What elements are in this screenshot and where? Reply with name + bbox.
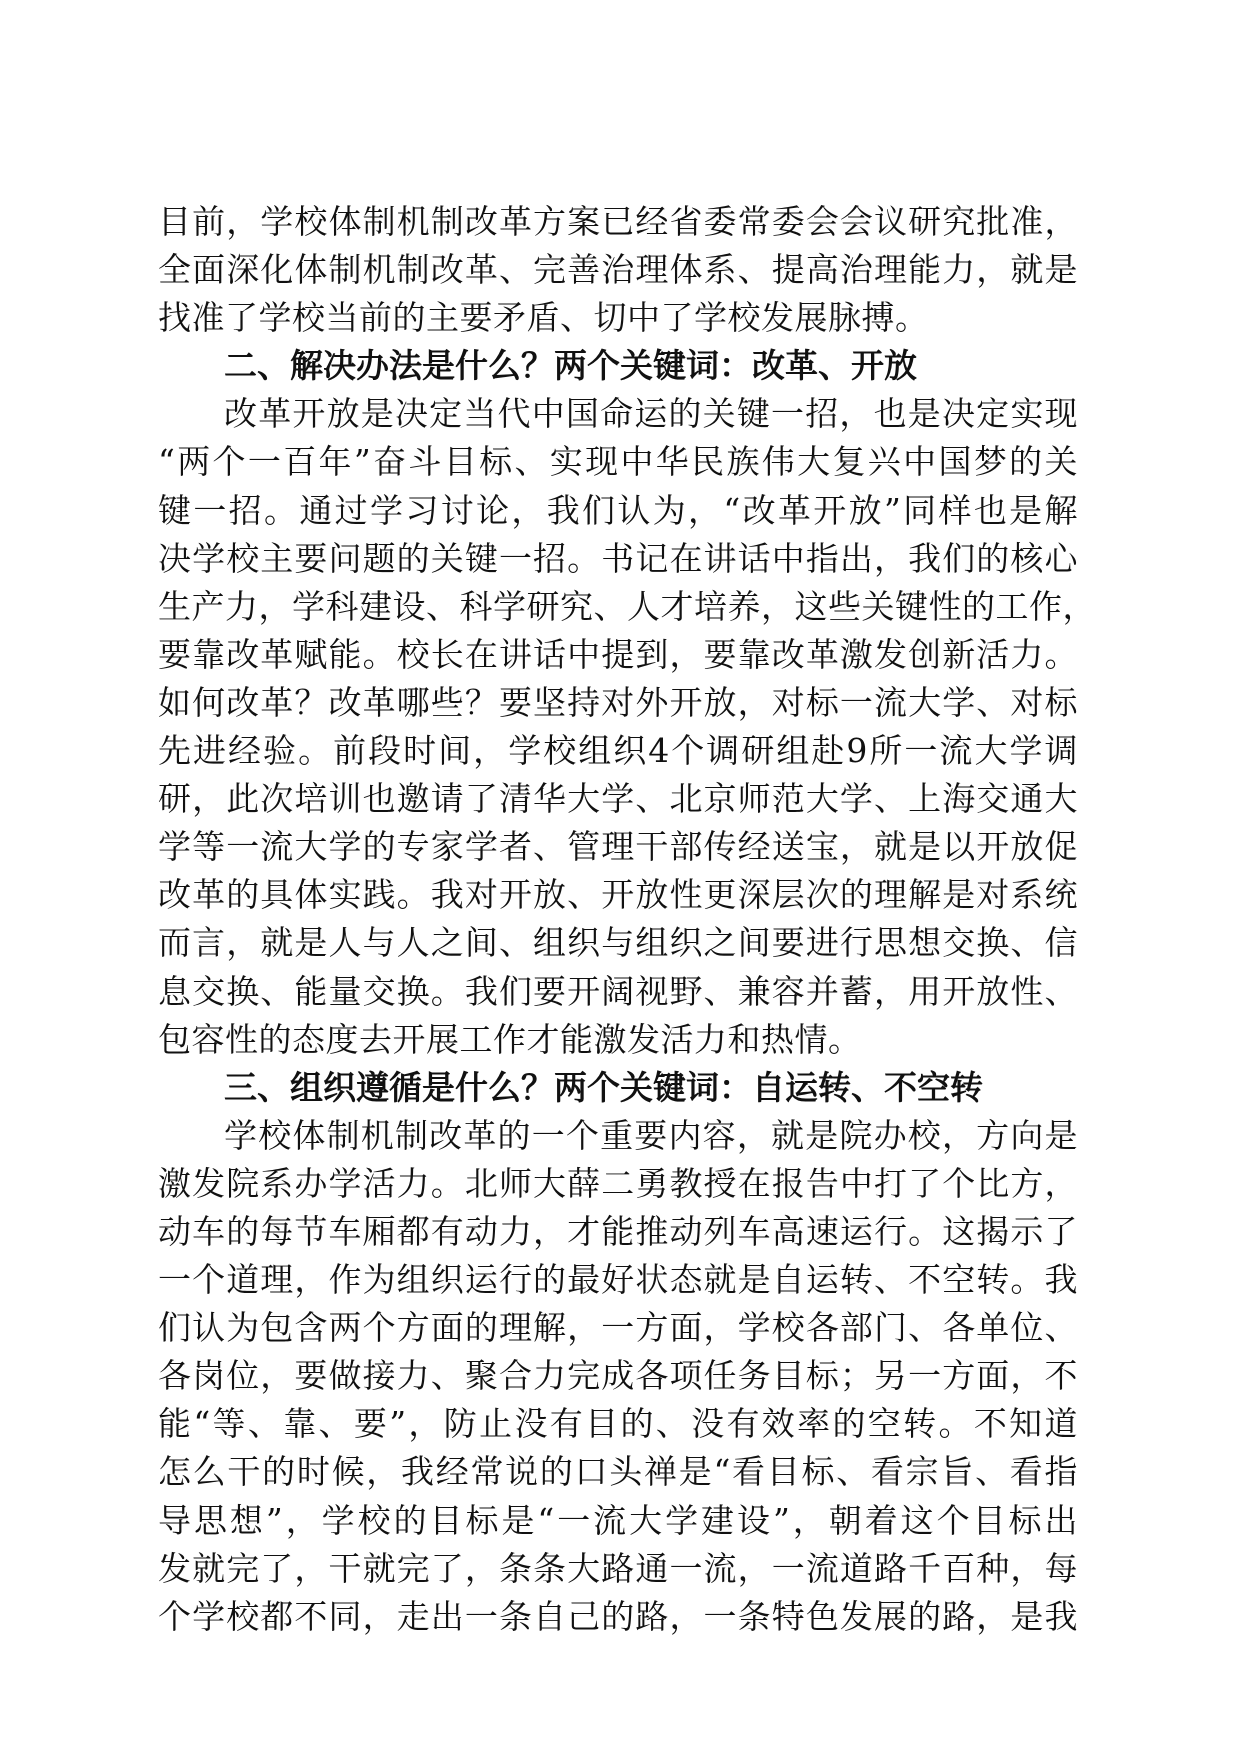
document-body	[158, 198, 1096, 1641]
text-line: 息交换、能量交换。我们要开阔视野、兼容并蓄，用开放性、	[158, 971, 1078, 1011]
text-line: 而言，就是人与人之间、组织与组织之间要进行思想交换、信	[158, 923, 1078, 963]
text-line: 激发院系办学活力。北师大薛二勇教授在报告中打了个比方，	[158, 1163, 1078, 1203]
text-line: 要靠改革赋能。校长在讲话中提到，要靠改革激发创新活力。	[158, 634, 1078, 674]
text-line: 找准了学校当前的主要矛盾、切中了学校发展脉搏。	[158, 298, 929, 338]
text-line: “两个一百年”奋斗目标、实现中华民族伟大复兴中国梦的关	[158, 442, 1078, 482]
text-line: 如何改革？改革哪些？要坚持对外开放，对标一流大学、对标	[158, 682, 1078, 722]
section-2-paragraph	[158, 390, 1096, 1063]
text-line: 全面深化体制机制改革、完善治理体系、提高治理能力，就是	[158, 250, 1078, 290]
text-line: 生产力，学科建设、科学研究、人才培养，这些关键性的工作，	[158, 586, 1096, 626]
text-line: 们认为包含两个方面的理解，一方面，学校各部门、各单位、	[158, 1308, 1078, 1348]
text-line: 能“等、靠、要”，防止没有目的、没有效率的空转。不知道	[158, 1404, 1078, 1444]
text-line: 包容性的态度去开展工作才能激发活力和热情。	[158, 1019, 862, 1059]
intro-paragraph	[158, 198, 1078, 342]
section-2-heading: 二、解决办法是什么？两个关键词：改革、开放	[224, 346, 917, 386]
text-line: 先进经验。前段时间，学校组织4个调研组赴9所一流大学调	[158, 731, 1078, 771]
text-line: 学等一流大学的专家学者、管理干部传经送宝，就是以开放促	[158, 827, 1078, 867]
text-line: 怎么干的时候，我经常说的口头禅是“看目标、看宗旨、看指	[158, 1452, 1078, 1492]
text-line: 个学校都不同，走出一条自己的路，一条特色发展的路，是我	[158, 1596, 1078, 1636]
text-line: 发就完了，干就完了，条条大路通一流，一流道路千百种，每	[158, 1548, 1078, 1588]
text-line: 研，此次培训也邀请了清华大学、北京师范大学、上海交通大	[158, 779, 1078, 819]
section-3-heading: 三、组织遵循是什么？两个关键词：自运转、不空转	[224, 1067, 983, 1107]
text-line: 目前，学校体制机制改革方案已经省委常委会会议研究批准，	[158, 202, 1078, 241]
text-line: 动车的每节车厢都有动力，才能推动列车高速运行。这揭示了	[158, 1211, 1078, 1251]
text-line: 改革的具体实践。我对开放、开放性更深层次的理解是对系统	[158, 875, 1078, 915]
text-line: 一个道理，作为组织运行的最好状态就是自运转、不空转。我	[158, 1260, 1078, 1300]
section-3-paragraph	[158, 1112, 1078, 1641]
text-line: 键一招。通过学习讨论，我们认为，“改革开放”同样也是解	[158, 490, 1078, 530]
text-line: 改革开放是决定当代中国命运的关键一招，也是决定实现	[224, 394, 1078, 434]
text-line: 各岗位，要做接力、聚合力完成各项任务目标；另一方面，不	[158, 1356, 1078, 1396]
text-line: 决学校主要问题的关键一招。书记在讲话中指出，我们的核心	[158, 538, 1078, 578]
text-line: 学校体制机制改革的一个重要内容，就是院办校，方向是	[224, 1115, 1078, 1155]
text-line: 导思想”，学校的目标是“一流大学建设”，朝着这个目标出	[158, 1500, 1078, 1540]
